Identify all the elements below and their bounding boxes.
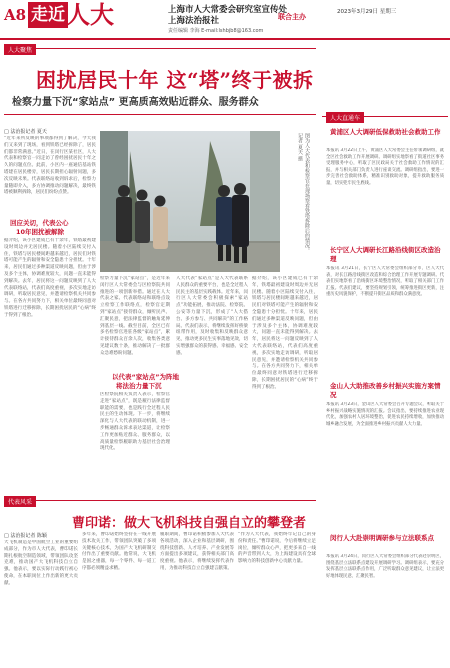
article-column-5: 据介绍，该小区建成已有十余年，铁塔最初建设时周边并无居民楼。随着小区陆续交付入住，铁塔与居民楼间距越来越近，居民们对铁塔可能产生的辐射和安全隐患十分担忧。十年来，居民们通过多种渠道反映问题，但由于涉及多个主体，协调难度较大，问题一直未能得到解决。去年，居民将这一问题反映到了人大代表联络站，代表们高度重视，多次实地走访调研，听取居民意见，并邀请检察机关共同参与。在各方共同努力下，相关单位最终同意对铁塔进行迁移拆除，长期困扰居民的“心病”终于得到了根治。 bbox=[252, 276, 318, 390]
brand-red-block: 走近 bbox=[28, 2, 68, 28]
main-headline: 困扰居民十年 这“塔”终于被拆 bbox=[36, 68, 314, 92]
section-tag-focus: 人大聚焦 bbox=[4, 44, 36, 55]
article-column-2: 检察力量下沉“家站点”，是近年来闵行区人大常委会与区检察院共同推进的一项创新举措。通过在人大代表之家、代表联络站和联络点设立检察工作联络点，检察官定期到“家站点”接待群众，倾听民声、汇聚民意，把法律监督的触角延伸到基层一线。截至目前，全区已有多名检察官进驻各级“家站点”，累计接待群众百余人次，收集各类意见建议数十条，推动解决了一批群众急难愁盼问题。 bbox=[100, 276, 170, 356]
section-rule bbox=[4, 48, 316, 49]
publisher-line-2: 上海法治报社 bbox=[168, 16, 220, 26]
article-column-4: 人大代表“家站点”是人大代表联系人民群众的重要平台，也是全过程人民民主的基层实践载体。近年来，闵行区人大常委会积极探索“家站点”功能拓展，推动法院、检察院、公安等力量下沉，形成了“人大搭台、多方参与、共同解决”的工作格局。代表们表示，将继续发挥好桥梁纽带作用，及时收集和反映群众意见，推动更多民生实事落地见效，切实增强群众的获得感、幸福感、安全感。 bbox=[176, 276, 248, 356]
headline-rule bbox=[4, 114, 316, 115]
news-item-4-title: 闵行人大赴崇明调研参与立法联系点 bbox=[330, 534, 434, 542]
profile-byline: □ 法治报记者 陈颖 bbox=[4, 533, 47, 539]
section-tag-express: 人大直通车 bbox=[326, 112, 364, 123]
bottom-section-rule bbox=[4, 500, 316, 501]
photo-caption-column bbox=[282, 131, 312, 272]
masthead bbox=[0, 0, 450, 40]
news-item-1-body: 本报讯 3月22日上午，黄浦区人大常委会主任带领调研组，就全区社会救助工作开展调研。调研组实地察看了街道社区事务受理服务中心，听取了区民政局关于社会救助工作情况的汇报，并与相关部门负责人进行座谈交流。调研组指出，要进一步完善社会救助体系，精准识别救助对象，提升救助服务质量，切实兜牢民生底线。 bbox=[326, 148, 444, 186]
photo-caption: 图为人大代表和检察官在现场察看铁塔拆除后的情况。记者 夏天 摄 bbox=[297, 133, 310, 253]
page-number: A8 bbox=[4, 6, 27, 24]
article-column-3: 区检察院相关负责人表示，检察官走进“家站点”，既是履行法律监督职能的需要，也是践行全过程人民民主的生动体现。下一步，将继续深化与人大代表的联动机制，进一步畅通群众诉求表达渠道，让检察工作更加贴近群众、服务群众，以高质量检察履职助力基层社会治理现代化。 bbox=[100, 392, 170, 452]
subheading-1: 回应关切，代表公心 bbox=[10, 219, 69, 227]
publisher-line-1: 上海市人大常委会研究室宣传处 bbox=[168, 5, 288, 15]
news-item-4-body: 本报讯 3月24日，闵行区人大常委会组织部分代表赴崇明区，围绕基层立法联系点建设开展调研学习。调研组表示，要充分发挥基层立法联系点作用，广泛听取群众意见建议，让立法更好地体现民意、汇聚民智。 bbox=[326, 554, 444, 579]
news-photo bbox=[100, 131, 280, 272]
byline: □ 法治报记者 夏天 bbox=[4, 129, 47, 135]
news-item-2-body: 本报讯 3月21日，长宁区人大常委会组织部分市、区人大代表，对长江路沿线街区改造和综合治理工作开展专题调研。代表们实地察看了沿线街区环境整治情况，听取了相关部门工作汇报。代表们建议，要坚持规划引领，统筹推进街区更新，注重历史风貌保护，不断提升街区品质和群众满意度。 bbox=[326, 266, 444, 298]
issue-date: 2023年3月29日 星期三 bbox=[337, 9, 397, 15]
profile-headline: 曹印诺：做大飞机科技自强自立的攀登者 bbox=[72, 516, 307, 531]
section-tag-profile: 代表风采 bbox=[4, 496, 36, 507]
news-item-3-title: 金山人大助推改善乡村振兴实施方案情况 bbox=[330, 382, 441, 399]
main-subheadline: 检察力量下沉“家站点” 更高质高效贴近群众、服务群众 bbox=[12, 97, 259, 108]
subheading-2: 以代表“家站点”为阵地 bbox=[112, 373, 180, 381]
news-item-1-title: 黄浦区人大调研低保救助社会救助工作 bbox=[330, 128, 441, 136]
news-item-3-body: 本报讯 3月23日，金山区人大常委会召开专题会议，听取关于乡村振兴战略实施情况的汇报。会议指出，要持续推进农业现代化，加强农村人居环境整治，促进农民持续增收，加快推动城乡融合发展，为全面推进乡村振兴贡献人大力量。 bbox=[326, 402, 444, 427]
profile-column-2: 多年来，曹印诺始终坚持在一线开展技术攻关工作，带领团队突破了多项关键核心技术，为国产大飞机研制交付作出了重要贡献。他常说，大飞机是国之重器，每一个零件、每一道工序都必须精益求精。 bbox=[82, 532, 156, 571]
profile-column-3: 履职期间，曹印诺积极参加人大代表各项活动，深入企业和基层调研，围绕科技创新、人才培养、产业发展等方面提出多项建议，获得相关部门高度重视。他表示，将继续发挥代表作用，为推动科技自立自强建言献策。 bbox=[160, 532, 234, 571]
subheading-1b: 10年困扰被解除 bbox=[16, 228, 65, 236]
profile-column-1: 大飞机制造是中国航空工业的重要组成部分，作为市人大代表，曹印诺长期扎根航空制造领域，带领团队攻坚克难，推动国产大飞机科技自立自强。他表示，要以实际行动践行初心使命，在本职岗位上作出新的更大贡献。 bbox=[4, 540, 78, 586]
article-column-1: 据介绍，该小区建成已有十余年，铁塔最初建设时周边并无居民楼。随着小区陆续交付入住，铁塔与居民楼间距越来越近，居民们对铁塔可能产生的辐射和安全隐患十分担忧。十年来，居民们通过多种渠道反映问题，但由于涉及多个主体，协调难度较大，问题一直未能得到解决。去年，居民将这一问题反映到了人大代表联络站，代表们高度重视，多次实地走访调研，听取居民意见，并邀请检察机关共同参与。在各方共同努力下，相关单位最终同意对铁塔进行迁移拆除，长期困扰居民的“心病”终于得到了根治。 bbox=[4, 238, 96, 318]
cooperation-label: 联合主办 bbox=[278, 13, 306, 21]
photo-illustration bbox=[100, 131, 280, 272]
editor-line: 责任编辑 李海 E-mail:lshbjb8@163.com bbox=[168, 28, 264, 34]
profile-column-4: “作为人大代表，我始终牢记自己的身份和责任。”曹印诺说，今后将继续立足岗位，倾听群众心声，把更多来自一线的声音带到人大，为上海建设具有全球影响力的科技创新中心贡献力量。 bbox=[238, 532, 316, 565]
lead-paragraph: “近年来所反映的事项都得到了解决，今天我们又来到了现场，看到铁塔已经拆除了，居民们都非常满意。”近日，在闵行区某社区，人大代表和检察官一同走访了曾经困扰居民十年之久的问题点位。此前，小区内一座通信基站铁塔建在居民楼旁，居民长期担心辐射问题，多次反映未果。代表联络站收到诉求后，检察力量随即介入，多方协调推动问题解决，最终铁塔被顺利拆除，居民们纷纷点赞。 bbox=[4, 136, 96, 196]
brand-title: 人大 bbox=[66, 0, 114, 29]
subheading-2b: 将法治力量下沉 bbox=[116, 382, 162, 390]
news-item-2-title: 长宁区人大调研长江路沿线街区改造治理 bbox=[330, 246, 441, 263]
